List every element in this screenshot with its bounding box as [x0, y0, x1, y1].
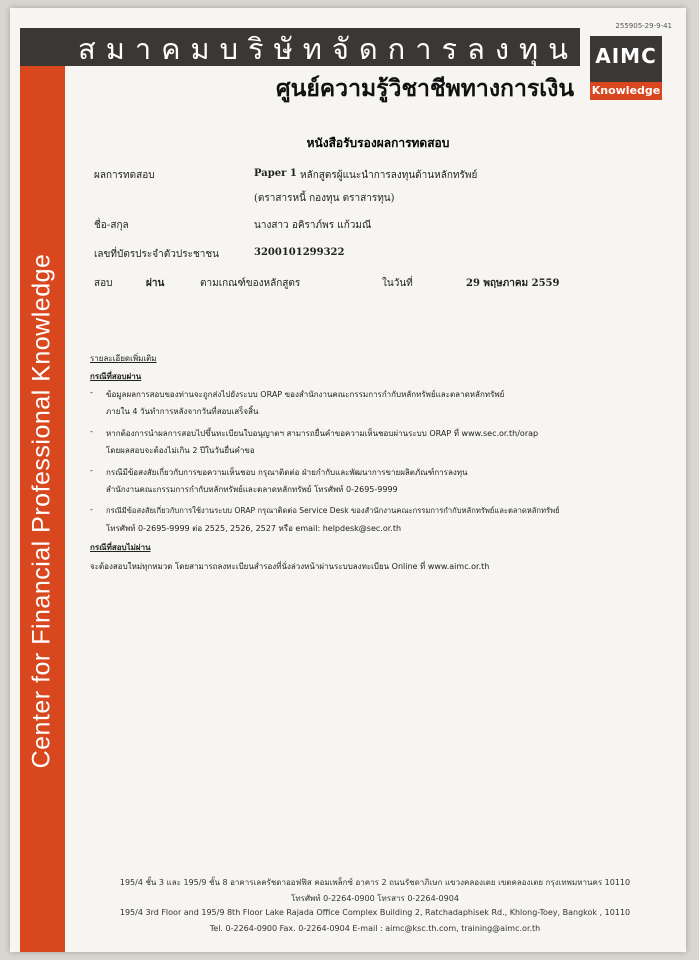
details-heading: รายละเอียดเพิ่มเติม: [90, 354, 157, 363]
bullet: -: [90, 427, 93, 436]
name-label: ชื่อ-สกุล: [94, 220, 129, 231]
list-item-cont: ภายใน 4 วันทำการหลังจากวันที่สอบเสร็จสิ้น: [106, 407, 259, 416]
result-label: สอบ: [94, 278, 113, 289]
bullet: -: [90, 388, 93, 397]
association-name: สมาคมบริษัทจัดการลงทุน: [78, 32, 578, 66]
center-name: ศูนย์ความรู้วิชาชีพทางการเงิน: [276, 76, 575, 102]
footer-thai-phone: โทรศัพท์ 0-2264-0900 โทรสาร 0-2264-0904: [291, 894, 459, 903]
header-banner: [20, 28, 580, 66]
fail-text: จะต้องสอบใหม่ทุกหมวด โดยสามารถลงทะเบียนสำรองที่นั่งล่วงหน้าผ่านระบบลงทะเบียน Online ที่ www.aimc.or.th: [90, 562, 490, 571]
date-label: ในวันที่: [382, 278, 413, 289]
footer-thai-address: 195/4 ชั้น 3 และ 195/9 ชั้น 8 อาคารเลครัชดาออฟฟิส คอมเพล็กซ์ อาคาร 2 ถนนรัชดาภิเษก แขวงคลองเตย เขตคลองเตย กรุงเทพมหานคร 10110: [119, 878, 631, 887]
criteria: ตามเกณฑ์ของหลักสูตร: [200, 278, 301, 289]
bullet: -: [90, 505, 93, 514]
list-item: ข้อมูลผลการสอบของท่านจะถูกส่งไปยังระบบ ORAP ของสำนักงานคณะกรรมการกำกับหลักทรัพย์และตลาดหลักทรัพย์: [106, 390, 505, 399]
id-value: 3200101299322: [254, 247, 345, 258]
list-item-cont: โดยผลสอบจะต้องไม่เกิน 2 ปีในวันยื่นคำขอ: [106, 446, 255, 455]
date-value: 29 พฤษภาคม 2559: [466, 278, 560, 289]
footer-english-contact: Tel. 0-2264-0900 Fax. 0-2264-0904 E-mail : aimc@ksc.th.com, training@aimc.or.th: [209, 924, 541, 933]
list-item-cont: สำนักงานคณะกรรมการกำกับหลักทรัพย์และตลาดหลักทรัพย์ โทรศัพท์ 0-2695-9999: [106, 485, 398, 494]
list-item: กรณีมีข้อสงสัยเกี่ยวกับการขอความเห็นชอบ กรุณาติดต่อ ฝ่ายกำกับและพัฒนาการขายผลิตภัณฑ์การลงทุน: [106, 468, 468, 477]
aimc-logo: [590, 36, 662, 100]
logo-knowledge-text: Knowledge: [590, 82, 662, 100]
exam-paper: Paper 1: [254, 168, 297, 179]
footer-english-address: 195/4 3rd Floor and 195/9 8th Floor Lake Rajada Office Complex Building 2, Ratchadaphisek Rd., Khlong-Toey, Bangkok , 10110: [119, 908, 631, 917]
certificate-page: [10, 8, 686, 952]
name-value: นางสาว อคิราภ์พร แก้วมณี: [254, 220, 372, 231]
pass-heading: กรณีที่สอบผ่าน: [90, 372, 142, 381]
list-item: หากต้องการนำผลการสอบไปขึ้นทะเบียนใบอนุญาตฯ สามารถยื่นคำขอความเห็นชอบผ่านระบบ ORAP ที่ www.sec.or.th/orap: [106, 429, 539, 438]
exam-value: หลักสูตรผู้แนะนำการลงทุนด้านหลักทรัพย์: [300, 170, 478, 181]
exam-label: ผลการทดสอบ: [94, 170, 155, 181]
document-number: 255905-29-9-41: [615, 22, 672, 30]
id-label: เลขที่บัตรประจำตัวประชาชน: [94, 249, 219, 260]
list-item: กรณีมีข้อสงสัยเกี่ยวกับการใช้งานระบบ ORAP กรุณาติดต่อ Service Desk ของสำนักงานคณะกรรมการกำกับหลักทรัพย์และตลาดหลักทรัพย์: [106, 506, 560, 515]
result-value: ผ่าน: [146, 278, 165, 289]
logo-aimc-text: AIMC: [595, 44, 657, 68]
exam-sub: (ตราสารหนี้ กองทุน ตราสารทุน): [254, 193, 395, 204]
list-item-cont: โทรศัพท์ 0-2695-9999 ต่อ 2525, 2526, 2527 หรือ email: helpdesk@sec.or.th: [106, 524, 402, 533]
sidebar-text: Center for Financial Professional Knowledge: [27, 253, 56, 769]
fail-heading: กรณีที่สอบไม่ผ่าน: [90, 543, 151, 552]
bullet: -: [90, 466, 93, 475]
document-title: หนังสือรับรองผลการทดสอบ: [306, 136, 450, 150]
sidebar-stripe: [20, 66, 65, 952]
